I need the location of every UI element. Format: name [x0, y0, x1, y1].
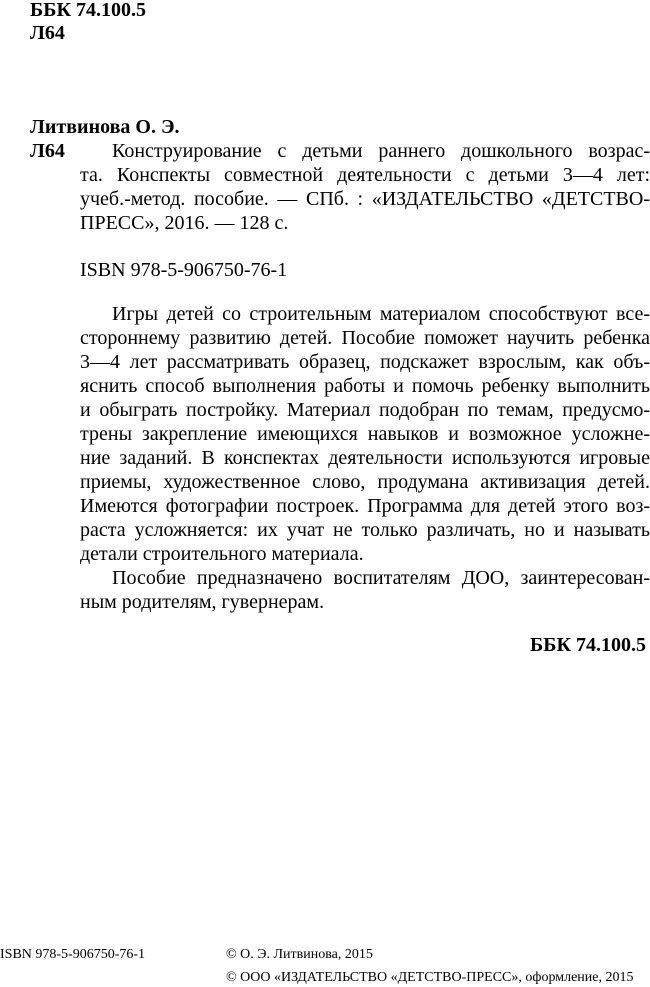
author-mark-top: Л64 [30, 22, 65, 44]
abstract-line: ным родителям, гувернерам. [80, 591, 325, 613]
abstract-line: трены закрепление имеющихся навыков и возможное усложне- [80, 423, 650, 445]
copyright-publisher: © ООО «ИЗДАТЕЛЬСТВО «ДЕТСТВО-ПРЕСС», оформление, 2015 [226, 970, 634, 985]
footer-isbn: ISBN 978-5-906750-76-1 [0, 947, 146, 962]
bbk-index-top: ББК 74.100.5 [30, 0, 146, 21]
abstract-line: раста усложняется: их учат не только различать, но и называть [80, 519, 650, 541]
abstract-line: стороннему развитию детей. Пособие поможет научить ребенка [80, 327, 650, 349]
abstract-line: яснить способ выполнения работы и помочь ребенку выполнить [80, 375, 650, 397]
abstract-line: приемы, художественное слово, продумана активизация детей. [80, 471, 650, 493]
author-mark: Л64 [30, 140, 65, 162]
abstract-line: ние заданий. В конспектах деятельности используются игровые [80, 447, 650, 469]
abstract [80, 302, 650, 614]
abstract-line: и обыграть постройку. Материал подобран по темам, предусмо- [80, 399, 650, 421]
title-line: та. Конспекты совместной деятельности с детьми 3—4 лет: [80, 164, 650, 186]
title-line: учеб.-метод. пособие. — СПб. : «ИЗДАТЕЛЬСТВО «ДЕТСТВО- [80, 188, 650, 210]
abstract-line: Имеются фотографии построек. Программа для детей этого воз- [80, 495, 650, 517]
author-name: Литвинова О. Э. [30, 116, 180, 138]
abstract-line: детали строительного материала. [80, 543, 364, 565]
title-line: Конструирование с детьми раннего дошкольного возрас- [112, 140, 650, 162]
isbn: ISBN 978-5-906750-76-1 [80, 259, 288, 281]
bibliographic-title [80, 139, 650, 235]
abstract-line: 3—4 лет рассматривать образец, подскажет взрослым, как объ- [80, 351, 650, 373]
abstract-line: Пособие предназначено воспитателям ДОО, заинтересован- [112, 567, 650, 589]
title-line: ПРЕСС», 2016. — 128 с. [80, 212, 289, 234]
bbk-index-bottom: ББК 74.100.5 [530, 634, 646, 656]
abstract-line: Игры детей со строительным материалом способствуют все- [112, 303, 650, 325]
copyright-author: © О. Э. Литвинова, 2015 [226, 947, 373, 962]
